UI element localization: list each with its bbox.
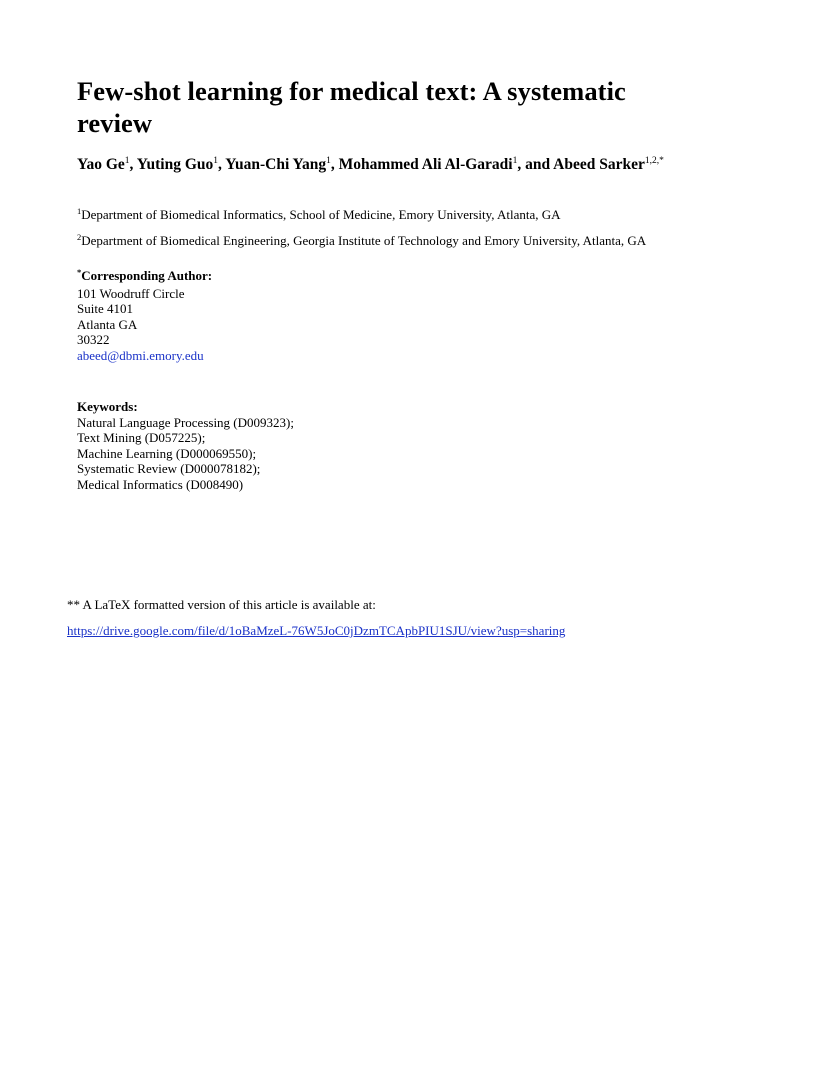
- corresponding-author-block: [77, 268, 212, 364]
- keywords-block: [77, 399, 294, 492]
- latex-version-link[interactable]: https://drive.google.com/file/d/1oBaMzeL-76W5JoC0jDzmTCApbPIU1SJU/view?usp=sharing: [67, 623, 566, 638]
- author-affiliation-marker: 1: [213, 156, 219, 166]
- author-name: Yuting Guo: [136, 156, 214, 173]
- email-link[interactable]: abeed@dbmi.emory.edu: [77, 347, 204, 363]
- address-line: Suite 4101: [77, 301, 133, 317]
- author-separator: ,: [218, 156, 226, 173]
- affiliation-marker: 2: [77, 232, 82, 242]
- keyword-item: Text Mining (D057225);: [77, 430, 206, 445]
- title-line-1: Few-shot learning for medical text: A systematic: [77, 76, 626, 106]
- keyword-item: Systematic Review (D000078182);: [77, 461, 261, 476]
- affiliation-text: Department of Biomedical Informatics, School of Medicine, Emory University, Atlanta, GA: [81, 207, 561, 222]
- paper-title: [77, 75, 626, 139]
- address-line: 30322: [77, 332, 110, 348]
- affiliation-text: Department of Biomedical Engineering, Georgia Institute of Technology and Emory University, Atlanta, GA: [81, 233, 647, 248]
- author-name: Mohammed Ali Al-Garadi: [338, 156, 513, 173]
- address-line: 101 Woodruff Circle: [77, 285, 185, 301]
- author-separator: ,: [129, 156, 137, 173]
- keyword-item: Natural Language Processing (D009323);: [77, 414, 294, 430]
- author-list: [77, 155, 664, 177]
- author-separator: , and: [517, 156, 554, 173]
- author-affiliation-marker: 1: [512, 156, 518, 166]
- author-name: Yuan-Chi Yang: [225, 156, 327, 173]
- author-affiliation-marker: 1,2,*: [644, 156, 664, 166]
- address-line: Atlanta GA: [77, 316, 138, 332]
- corresponding-marker: *: [77, 267, 82, 277]
- author-name: Yao Ge: [77, 156, 125, 173]
- affiliation-marker: 1: [77, 206, 82, 216]
- author-affiliation-marker: 1: [326, 156, 331, 166]
- keyword-item: Machine Learning (D000069550);: [77, 445, 257, 461]
- keywords-heading: Keywords:: [77, 399, 138, 414]
- keyword-item: Medical Informatics (D008490): [77, 476, 244, 492]
- author-separator: ,: [330, 156, 339, 173]
- title-line-2: review: [77, 108, 153, 138]
- author-name: Abeed Sarker: [553, 156, 645, 173]
- affiliation-1: [77, 207, 561, 224]
- author-affiliation-marker: 1: [124, 156, 130, 166]
- corresponding-author-heading: *Corresponding Author:: [77, 267, 213, 283]
- affiliation-2: [77, 233, 646, 250]
- latex-version-note: ** A LaTeX formatted version of this article is available at:: [67, 597, 376, 612]
